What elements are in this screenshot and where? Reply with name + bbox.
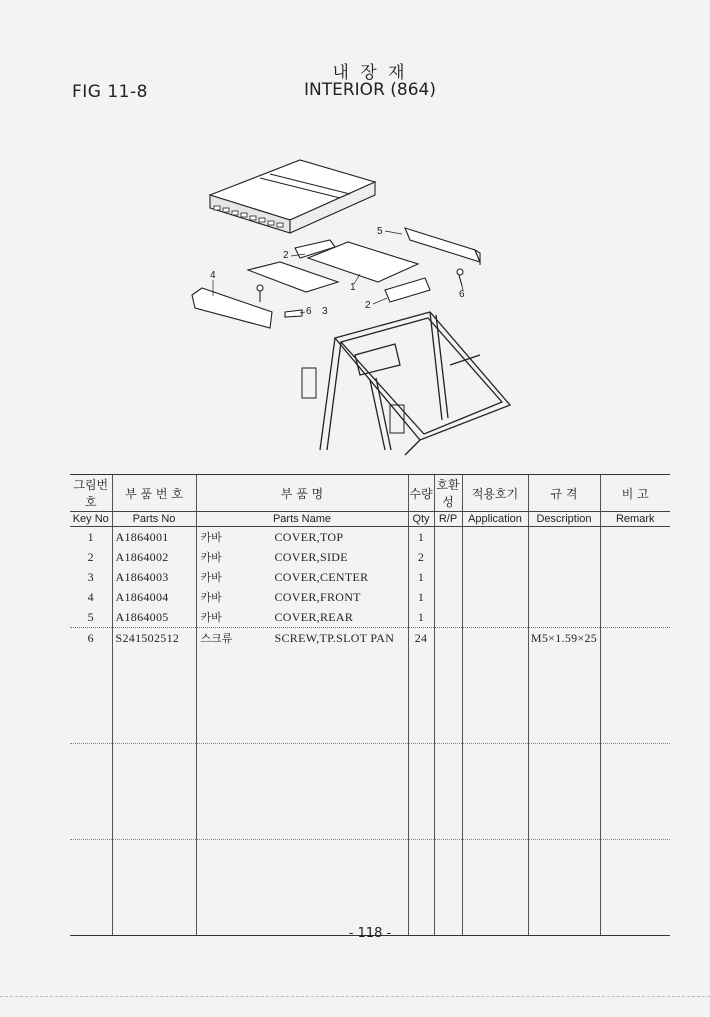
- callout-2-left: 2: [283, 250, 289, 261]
- exploded-parts-diagram: [180, 150, 540, 460]
- part-5-rear-cover: [405, 228, 480, 265]
- table-row: [70, 607, 670, 628]
- header-qty: Qty: [408, 512, 434, 527]
- key-no: 5: [70, 607, 112, 628]
- key-no: 2: [87, 549, 94, 564]
- part-name-ko: 카바: [200, 551, 222, 564]
- scan-edge: [0, 996, 710, 1001]
- remark: [600, 547, 670, 567]
- description: [528, 587, 600, 607]
- application: [462, 527, 528, 548]
- part-name: COVER,TOP: [274, 530, 344, 544]
- qty: 2: [408, 547, 434, 567]
- part-name: COVER,SIDE: [274, 550, 348, 564]
- key-no: 4: [87, 589, 94, 604]
- remark: [600, 587, 670, 607]
- key-no: 3: [87, 569, 94, 584]
- callout-5: 5: [377, 226, 383, 237]
- callout-6-right: 6: [459, 289, 465, 300]
- part-name-ko: 스크류: [200, 632, 233, 645]
- header-parts-name: Parts Name: [196, 512, 408, 527]
- description: M5×1.59×25: [528, 628, 600, 649]
- cab-frame: [302, 312, 510, 455]
- parts-table: [70, 474, 670, 936]
- header-parts-no: Parts No: [112, 512, 196, 527]
- page-number: - 118 -: [348, 926, 392, 941]
- part-name: COVER,REAR: [274, 610, 354, 624]
- table-row: [70, 587, 670, 607]
- qty: 1: [408, 527, 434, 548]
- table-row: [70, 628, 670, 649]
- header-row-korean: [70, 475, 670, 512]
- description: [528, 567, 600, 587]
- header-key-no: Key No: [70, 512, 112, 527]
- header-rp: R/P: [434, 512, 462, 527]
- part-name-ko: 카바: [200, 611, 222, 624]
- callout-2-right: 2: [365, 300, 371, 311]
- header-row-english: [70, 512, 670, 527]
- part-no: A1864001: [112, 527, 196, 548]
- rp: [434, 607, 462, 628]
- rp: [434, 628, 462, 649]
- header-description: Description: [528, 512, 600, 527]
- remark: [600, 567, 670, 587]
- header-rp-ko: 호환성: [434, 475, 462, 512]
- empty-row: [70, 840, 670, 936]
- header-key-no-ko: 그림번호: [70, 475, 112, 512]
- figure-number: FIG 11-8: [72, 82, 148, 102]
- qty: 24: [408, 628, 434, 649]
- table-row: [70, 547, 670, 567]
- remark: [600, 607, 670, 628]
- qty: 1: [408, 587, 434, 607]
- header-parts-no-ko: 부 품 번 호: [112, 475, 196, 512]
- header-application-ko: 적용호기: [462, 475, 528, 512]
- callout-3: 3: [322, 306, 328, 317]
- application: [462, 587, 528, 607]
- rp: [434, 547, 462, 567]
- screw-6-a: [457, 269, 463, 286]
- callout-6-left: 6: [306, 306, 312, 317]
- rp: [434, 587, 462, 607]
- header-application: Application: [462, 512, 528, 527]
- description: [528, 527, 600, 548]
- empty-row: [70, 744, 670, 840]
- roof-panel: [210, 160, 375, 233]
- key-no: 1: [87, 529, 94, 544]
- header-description-ko: 규 격: [528, 475, 600, 512]
- application: [462, 567, 528, 587]
- qty: 1: [408, 607, 434, 628]
- rp: [434, 527, 462, 548]
- part-no: A1864003: [112, 567, 196, 587]
- part-2-side-cover-right: [385, 278, 430, 302]
- callout-4: 4: [210, 270, 216, 281]
- screw-6-c: [285, 310, 302, 317]
- part-name: SCREW,TP.SLOT PAN: [274, 631, 395, 645]
- part-name-ko: 카바: [200, 571, 222, 584]
- description: [528, 607, 600, 628]
- remark: [600, 527, 670, 548]
- title-korean: 내 장 재: [332, 63, 408, 83]
- rp: [434, 567, 462, 587]
- part-name-ko: 카바: [200, 531, 222, 544]
- qty: 1: [408, 567, 434, 587]
- empty-row: [70, 648, 670, 744]
- application: [462, 607, 528, 628]
- part-name-ko: 카바: [200, 591, 222, 604]
- header-parts-name-ko: 부 품 명: [196, 475, 408, 512]
- title-english: INTERIOR (864): [304, 80, 436, 100]
- callout-1: 1: [350, 282, 356, 293]
- description: [528, 547, 600, 567]
- part-no: S241502512: [112, 628, 196, 649]
- remark: [600, 628, 670, 649]
- part-no: A1864004: [112, 587, 196, 607]
- part-name: COVER,CENTER: [274, 570, 369, 584]
- header-remark-ko: 비 고: [600, 475, 670, 512]
- application: [462, 547, 528, 567]
- table-row: [70, 527, 670, 548]
- table-row: [70, 567, 670, 587]
- part-no: A1864002: [112, 547, 196, 567]
- header-qty-ko: 수량: [408, 475, 434, 512]
- application: [462, 628, 528, 649]
- screw-6-b: [257, 285, 263, 302]
- header-remark: Remark: [600, 512, 670, 527]
- part-no: A1864005: [112, 607, 196, 628]
- key-no: 6: [87, 630, 94, 645]
- part-name: COVER,FRONT: [274, 590, 361, 604]
